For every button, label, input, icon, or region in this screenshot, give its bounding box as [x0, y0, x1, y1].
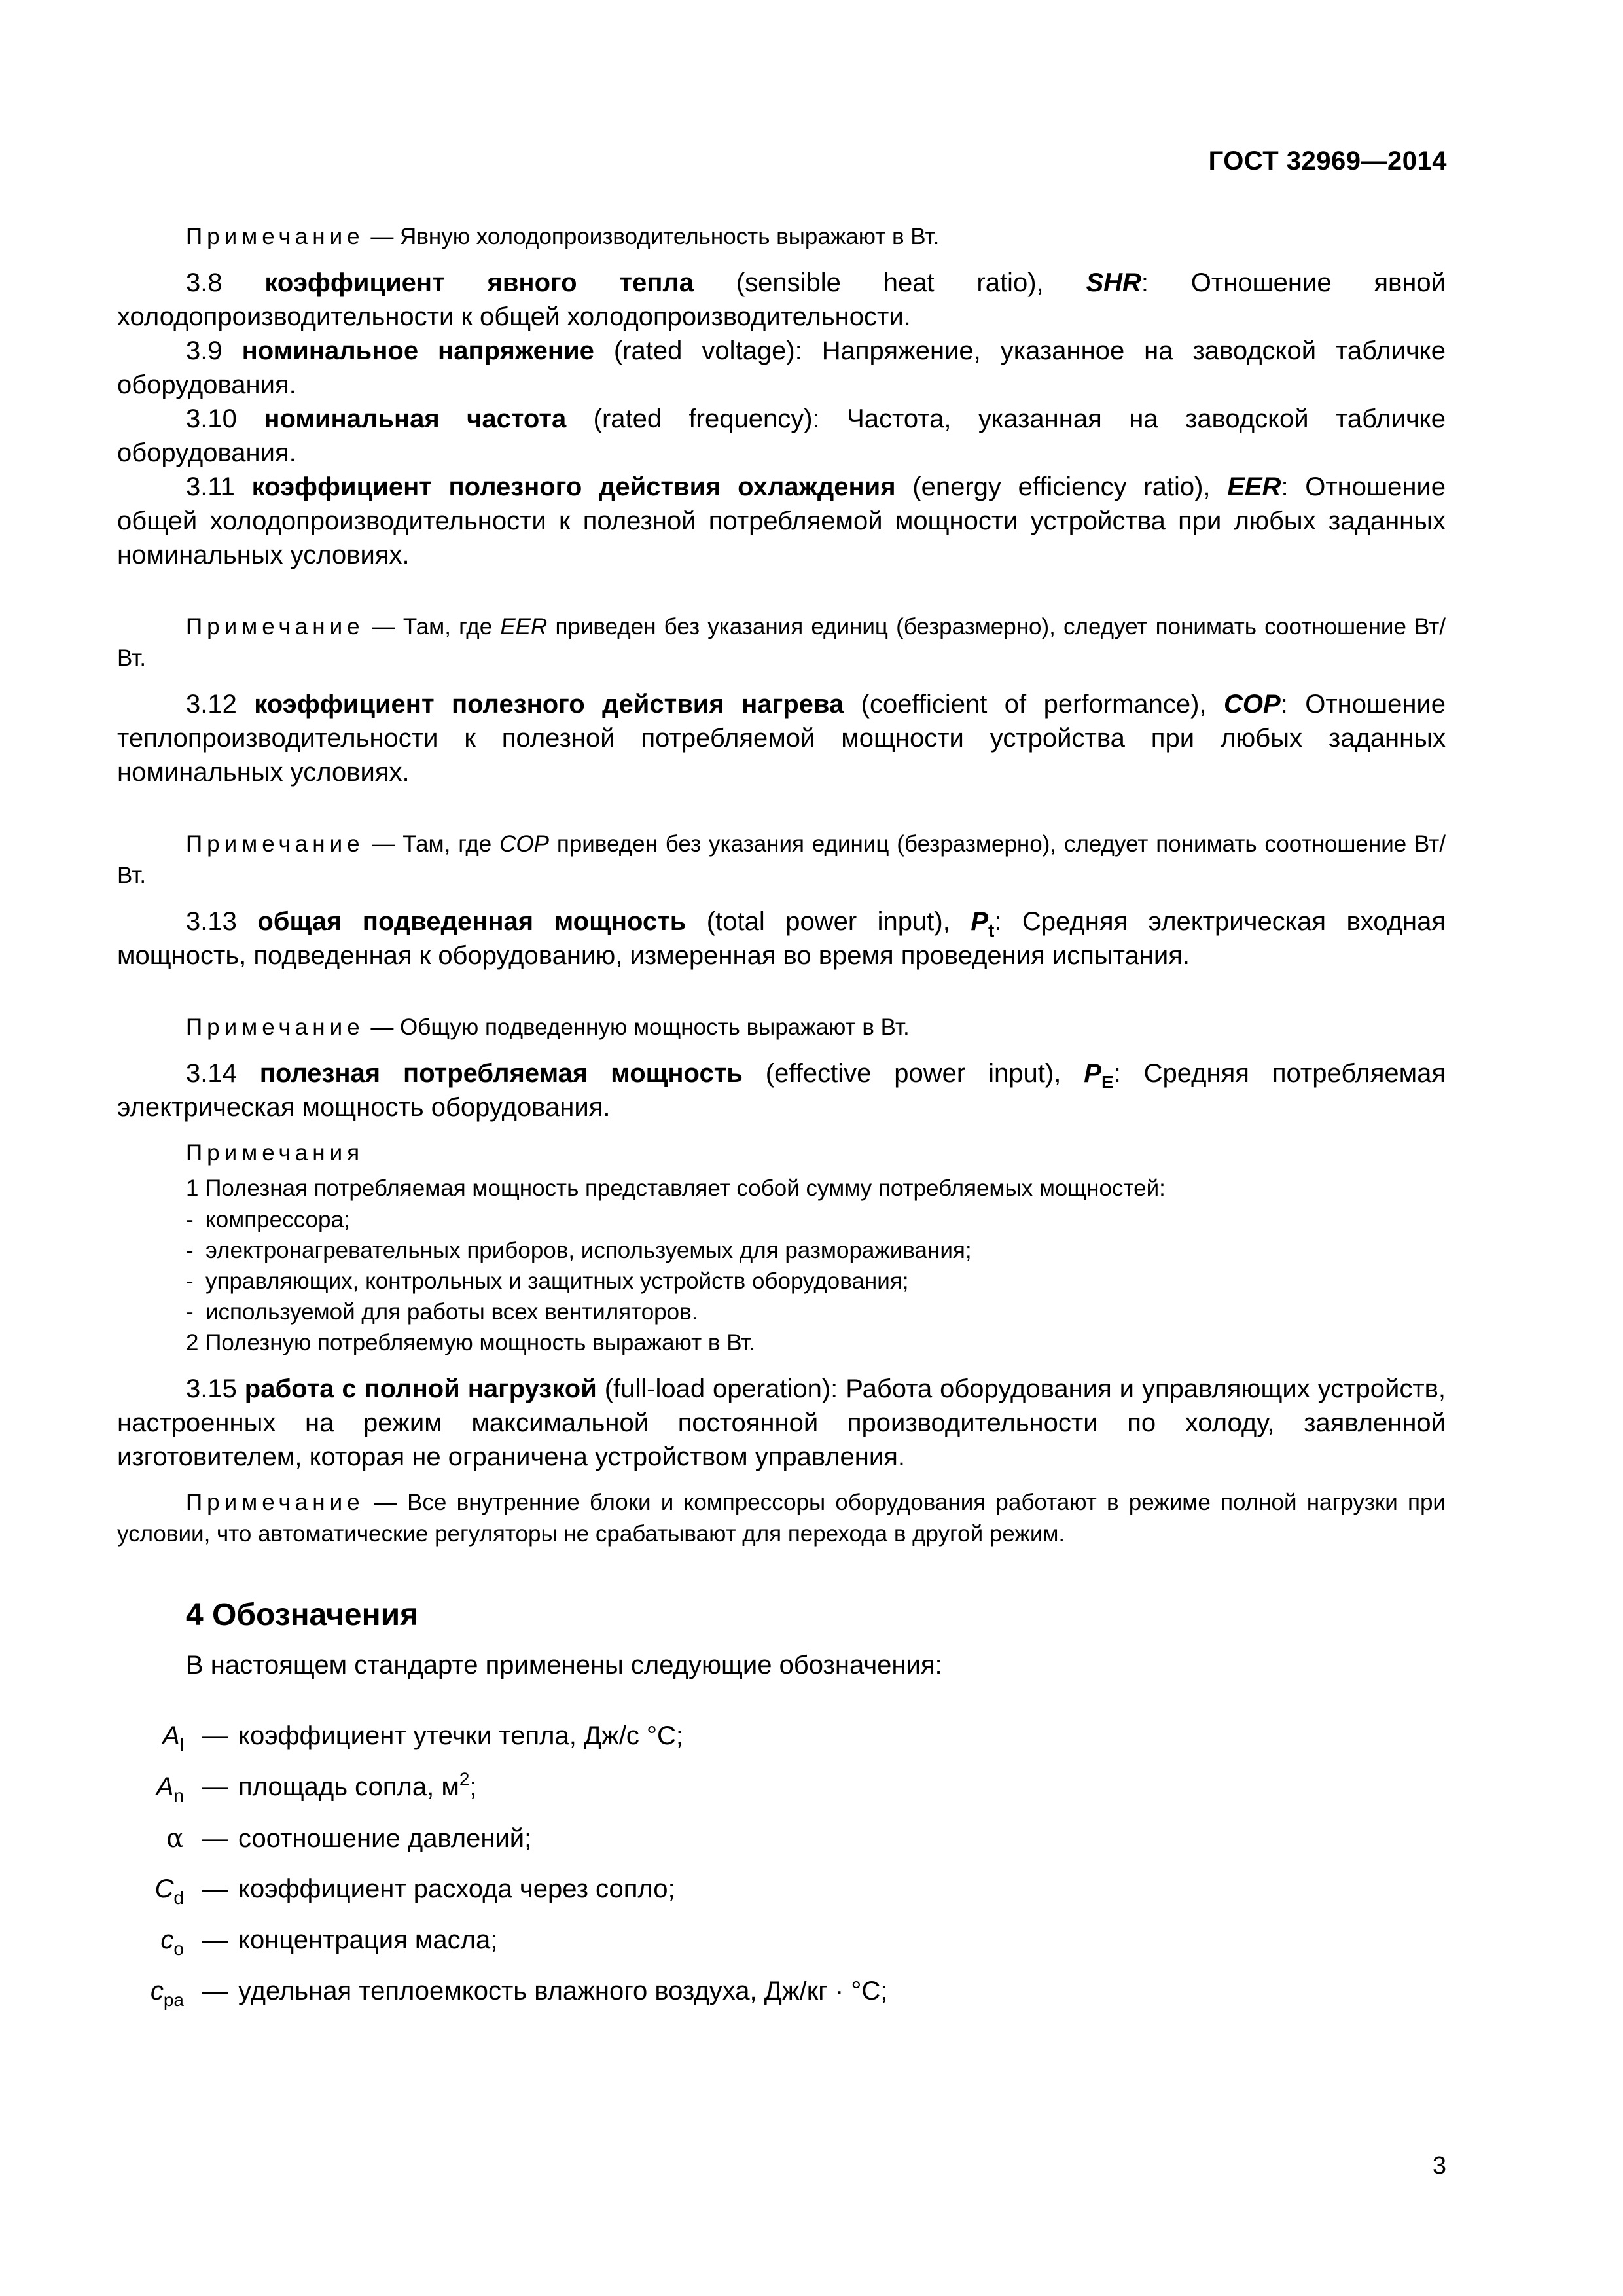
clause-number: 3.15 [186, 1374, 245, 1403]
clause-symbol-subscript: E [1101, 1071, 1114, 1092]
note-text: — Общую подведенную мощность выражают в Вт. [364, 1014, 910, 1040]
symbol-description: коэффициент утечки тепла, Дж/с °С; [238, 1721, 684, 1750]
list-item-text: используемой для работы всех вентиляторов. [205, 1299, 698, 1325]
notes-item-2: 2 Полезную потребляемую мощность выражают в Вт. [186, 1330, 756, 1355]
clause-symbol: P [1084, 1059, 1101, 1088]
clause-number: 3.12 [186, 690, 255, 719]
note-text: приведен без указания единиц (безразмерно), следует понимать соотношение Вт/Вт. [117, 831, 1446, 888]
note-text: — Там, где [364, 614, 501, 639]
clause-term: коэффициент полезного действия нагрева [254, 690, 844, 719]
note-text: — Все внутренние блоки и компрессоры оборудования работают в режиме полной нагрузки при условии, что автоматические регуляторы не срабатывают для перехода в другой режим. [117, 1490, 1446, 1547]
symbol-dash: — [202, 1824, 228, 1853]
note-label: Примечание [186, 1014, 365, 1040]
clause-term-en: (energy efficiency ratio), [895, 473, 1228, 501]
clause-term: общая подведенная мощность [257, 907, 687, 936]
clause-3-15 [117, 1372, 1446, 1474]
page-number: 3 [1432, 2152, 1446, 2179]
clause-term-en: (sensible heat ratio), [694, 268, 1086, 297]
clause-3-9 [117, 334, 1446, 402]
clause-definition: (full-load operation): Работа оборудования и управляющих устройств, настроенных на режим максимальной постоянной производительности по холоду, заявленной изготовителем, которая не ограничена устройством управления. [117, 1374, 1446, 1471]
symbol-dash: — [202, 1977, 228, 2005]
note-label: Примечание [186, 1490, 365, 1515]
clause-definition: (rated frequency): Частота, указанная на заводской табличке оборудования. [117, 404, 1446, 467]
list-item: - компрессора; [186, 1207, 350, 1232]
page-content [117, 221, 1446, 2028]
clause-term: номинальная частота [264, 404, 567, 433]
clause-symbol-subscript: t [988, 920, 995, 941]
note-full-load [117, 1487, 1446, 1550]
clause-definition: : Средняя потребляемая электрическая мощность оборудования. [117, 1059, 1446, 1122]
note-sensible-cooling [117, 221, 1446, 253]
clause-abbr: COP [1223, 690, 1281, 719]
symbol-description: коэффициент расхода через сопло; [238, 1874, 675, 1903]
clause-term: полезная потребляемая мощность [259, 1059, 743, 1088]
symbol-description: концентрация масла; [238, 1926, 498, 1954]
clause-definition: : Отношение явной холодопроизводительности к общей холодопроизводительности. [117, 268, 1446, 331]
list-item: - электронагревательных приборов, используемых для размораживания; [186, 1238, 972, 1263]
clause-term: работа с полной нагрузкой [244, 1374, 597, 1403]
list-item-text: управляющих, контрольных и защитных устройств оборудования; [205, 1268, 909, 1294]
clause-3-8 [117, 266, 1446, 334]
clause-abbr: SHR [1086, 268, 1141, 297]
symbol-dash: — [202, 1772, 228, 1801]
symbol: $c_o$ [160, 1926, 184, 1959]
note-label: Примечание [186, 614, 365, 639]
symbol: $c_{pa}$ [150, 1977, 184, 2010]
symbols-list [117, 1721, 1446, 2028]
clause-3-12 [117, 687, 1446, 789]
note-abbr: COP [499, 831, 549, 857]
note-text: — Явную холодопроизводительность выражают в Вт. [364, 224, 940, 249]
clause-3-10 [117, 402, 1446, 470]
symbol-row [117, 1768, 1446, 1823]
clause-term-en: (coefficient of performance), [844, 690, 1224, 719]
symbol: $A_n$ [156, 1772, 184, 1806]
note-text: приведен без указания единиц (безразмерно), следует понимать соотношение Вт/Вт. [117, 614, 1446, 671]
list-item: - используемой для работы всех вентиляторов. [186, 1299, 698, 1325]
clause-symbol: P [971, 907, 988, 936]
list-item-text: электронагревательных приборов, используемых для размораживания; [205, 1238, 972, 1263]
symbol-dash: — [202, 1874, 228, 1903]
note-label: Примечание [186, 831, 365, 857]
symbol-dash: — [202, 1926, 228, 1954]
symbol-description: площадь сопла, $м^2$; [238, 1768, 477, 1801]
list-item: - управляющих, контрольных и защитных устройств оборудования; [186, 1268, 909, 1294]
symbol-row [117, 1977, 1446, 2028]
clause-number: 3.10 [186, 404, 264, 433]
clause-definition: : Средняя электрическая входная мощность, подведенная к оборудованию, измеренная во время проведения испытания. [117, 907, 1446, 970]
clause-term: коэффициент явного тепла [264, 268, 694, 297]
symbol-description: удельная теплоемкость влажного воздуха, Дж/кг · °С; [238, 1977, 888, 2005]
document-id-header: ГОСТ 32969—2014 [1208, 147, 1447, 175]
note-abbr: EER [500, 614, 548, 639]
note-eer [117, 611, 1446, 674]
clause-number: 3.8 [186, 268, 265, 297]
clause-term-en: (effective power input), [742, 1059, 1084, 1088]
symbol-description: соотношение давлений; [238, 1824, 532, 1853]
clause-term: коэффициент полезного действия охлаждения [251, 473, 896, 501]
clause-definition: : Отношение теплопроизводительности к полезной потребляемой мощности устройства при любых заданных номинальных условиях. [117, 690, 1446, 787]
clause-abbr: EER [1227, 473, 1281, 501]
clause-term-en: (total power input), [686, 907, 971, 936]
note-total-power [117, 1012, 1446, 1043]
note-text: — Там, где [364, 831, 500, 857]
list-item-text: компрессора; [205, 1207, 350, 1232]
notes-item-1: 1 Полезная потребляемая мощность представляет собой сумму потребляемых мощностей: [186, 1175, 1166, 1201]
symbol-row [117, 1721, 1446, 1772]
clause-number: 3.14 [186, 1059, 260, 1088]
section-4-title: 4 Обозначения [186, 1598, 419, 1632]
clause-3-13 [117, 905, 1446, 973]
symbol: α [166, 1823, 184, 1854]
clause-3-14 [117, 1056, 1446, 1124]
symbol-row [117, 1823, 1446, 1874]
note-label: Примечание [186, 224, 365, 249]
clause-number: 3.13 [186, 907, 258, 936]
symbol: $C_d$ [154, 1874, 184, 1908]
symbol-row [117, 1926, 1446, 1977]
clause-3-11 [117, 470, 1446, 572]
section-4-intro: В настоящем стандарте применены следующие обозначения: [186, 1651, 942, 1679]
notes-heading [117, 1138, 1446, 1169]
symbol: $A_l$ [162, 1721, 184, 1755]
symbol-row [117, 1874, 1446, 1926]
clause-definition: (rated voltage): Напряжение, указанное на заводской табличке оборудования. [117, 336, 1446, 399]
note-cop [117, 829, 1446, 891]
clause-number: 3.11 [186, 473, 252, 501]
clause-number: 3.9 [186, 336, 242, 365]
symbol-dash: — [202, 1721, 228, 1750]
clause-definition: : Отношение общей холодопроизводительности к полезной потребляемой мощности устройства при любых заданных номинальных условиях. [117, 473, 1446, 569]
notes-label: Примечания [186, 1140, 365, 1166]
clause-term: номинальное напряжение [241, 336, 594, 365]
